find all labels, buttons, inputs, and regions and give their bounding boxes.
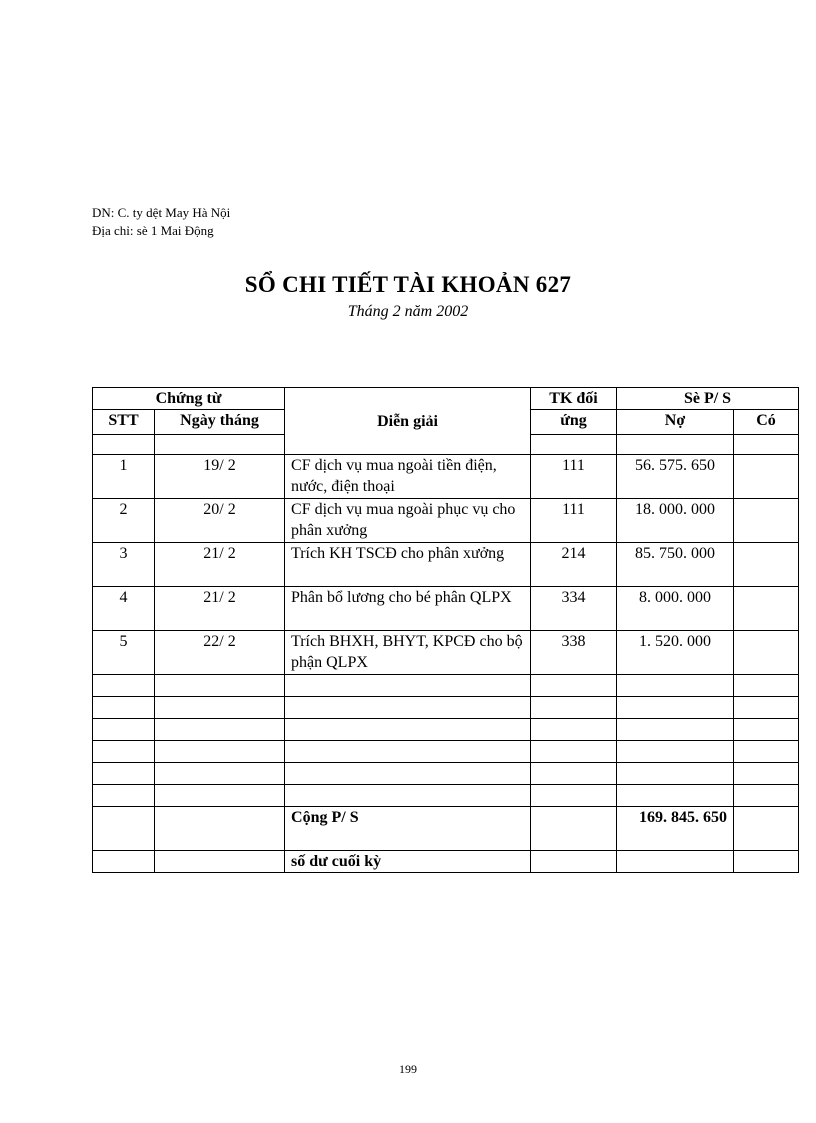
blank-cell — [155, 719, 285, 741]
blank-cell — [734, 807, 799, 851]
blank-cell — [93, 435, 155, 455]
blank-cell — [617, 741, 734, 763]
row-debit: 1. 520. 000 — [617, 631, 734, 675]
blank-cell — [617, 675, 734, 697]
row-stt: 3 — [93, 543, 155, 587]
row-credit — [734, 499, 799, 543]
page-subtitle: Tháng 2 năm 2002 — [347, 303, 469, 320]
account-header-line1: TK đối — [531, 388, 617, 410]
table-row — [93, 455, 799, 499]
empty-row — [93, 675, 799, 697]
empty-row — [93, 763, 799, 785]
blank-cell — [285, 741, 531, 763]
blank-cell — [531, 851, 617, 873]
blank-cell — [93, 719, 155, 741]
row-description: Trích BHXH, BHYT, KPCĐ cho bộ phận QLPX — [285, 631, 531, 675]
blank-cell — [93, 851, 155, 873]
row-debit: 8. 000. 000 — [617, 587, 734, 631]
debit-header: Nợ — [617, 410, 734, 435]
row-account: 214 — [531, 543, 617, 587]
row-debit: 18. 000. 000 — [617, 499, 734, 543]
blank-cell — [155, 741, 285, 763]
blank-cell — [617, 851, 734, 873]
blank-cell — [155, 763, 285, 785]
blank-cell — [617, 719, 734, 741]
blank-cell — [734, 719, 799, 741]
empty-row — [93, 697, 799, 719]
blank-cell — [734, 675, 799, 697]
blank-cell — [734, 785, 799, 807]
company-name: DN: C. ty dệt May Hà Nội — [92, 205, 231, 220]
date-header: Ngày tháng — [155, 410, 285, 435]
table-row — [93, 543, 799, 587]
row-date: 21/ 2 — [155, 587, 285, 631]
table-row — [93, 631, 799, 675]
blank-cell — [617, 785, 734, 807]
page-title: SỔ CHI TIẾT TÀI KHOẢN 627 — [244, 272, 572, 297]
row-debit: 56. 575. 650 — [617, 455, 734, 499]
row-account: 111 — [531, 499, 617, 543]
stt-header: STT — [93, 410, 155, 435]
row-date: 19/ 2 — [155, 455, 285, 499]
row-description: CF dịch vụ mua ngoài phục vụ cho phân xưởng — [285, 499, 531, 543]
blank-cell — [531, 675, 617, 697]
voucher-group-header: Chứng từ — [93, 388, 285, 410]
row-description: CF dịch vụ mua ngoài tiền điện, nước, điện thoại — [285, 455, 531, 499]
empty-row — [93, 719, 799, 741]
row-description: Phân bổ lương cho bé phân QLPX — [285, 587, 531, 631]
blank-cell — [93, 675, 155, 697]
total-debit: 169. 845. 650 — [617, 807, 734, 851]
description-header: Diễn giải — [285, 388, 531, 455]
table-row — [93, 499, 799, 543]
page-number: 199 — [399, 1062, 417, 1076]
row-account: 338 — [531, 631, 617, 675]
blank-cell — [531, 785, 617, 807]
blank-cell — [734, 741, 799, 763]
blank-cell — [285, 675, 531, 697]
closing-balance-row — [93, 851, 799, 873]
blank-cell — [93, 785, 155, 807]
row-description: Trích KH TSCĐ cho phân xưởng — [285, 543, 531, 587]
table-row — [93, 587, 799, 631]
empty-row — [93, 785, 799, 807]
blank-cell — [734, 763, 799, 785]
blank-cell — [617, 435, 734, 455]
blank-cell — [155, 675, 285, 697]
blank-cell — [285, 697, 531, 719]
row-credit — [734, 455, 799, 499]
ledger-table — [92, 387, 799, 873]
blank-cell — [155, 807, 285, 851]
blank-cell — [155, 851, 285, 873]
row-credit — [734, 631, 799, 675]
header-row-top — [93, 388, 799, 410]
row-stt: 2 — [93, 499, 155, 543]
row-stt: 5 — [93, 631, 155, 675]
blank-cell — [617, 763, 734, 785]
blank-cell — [531, 807, 617, 851]
blank-cell — [734, 851, 799, 873]
row-debit: 85. 750. 000 — [617, 543, 734, 587]
row-account: 111 — [531, 455, 617, 499]
blank-cell — [531, 741, 617, 763]
blank-cell — [285, 719, 531, 741]
blank-cell — [93, 741, 155, 763]
blank-cell — [734, 697, 799, 719]
amount-group-header: Sè P/ S — [617, 388, 799, 410]
blank-cell — [531, 719, 617, 741]
blank-cell — [531, 697, 617, 719]
row-credit — [734, 543, 799, 587]
blank-cell — [285, 785, 531, 807]
blank-cell — [734, 435, 799, 455]
row-date: 21/ 2 — [155, 543, 285, 587]
blank-cell — [285, 763, 531, 785]
blank-cell — [617, 697, 734, 719]
closing-balance-label: số dư cuối kỳ — [285, 851, 531, 873]
row-credit — [734, 587, 799, 631]
empty-row — [93, 741, 799, 763]
row-stt: 4 — [93, 587, 155, 631]
blank-cell — [155, 785, 285, 807]
total-label: Cộng P/ S — [285, 807, 531, 851]
credit-header: Có — [734, 410, 799, 435]
row-date: 22/ 2 — [155, 631, 285, 675]
blank-cell — [93, 697, 155, 719]
blank-cell — [155, 435, 285, 455]
row-account: 334 — [531, 587, 617, 631]
blank-cell — [93, 807, 155, 851]
row-stt: 1 — [93, 455, 155, 499]
total-row — [93, 807, 799, 851]
blank-cell — [93, 763, 155, 785]
blank-cell — [531, 763, 617, 785]
blank-cell — [531, 435, 617, 455]
account-header-line2: ứng — [531, 410, 617, 435]
row-date: 20/ 2 — [155, 499, 285, 543]
blank-cell — [155, 697, 285, 719]
company-address: Địa chỉ: sè 1 Mai Động — [92, 223, 214, 238]
